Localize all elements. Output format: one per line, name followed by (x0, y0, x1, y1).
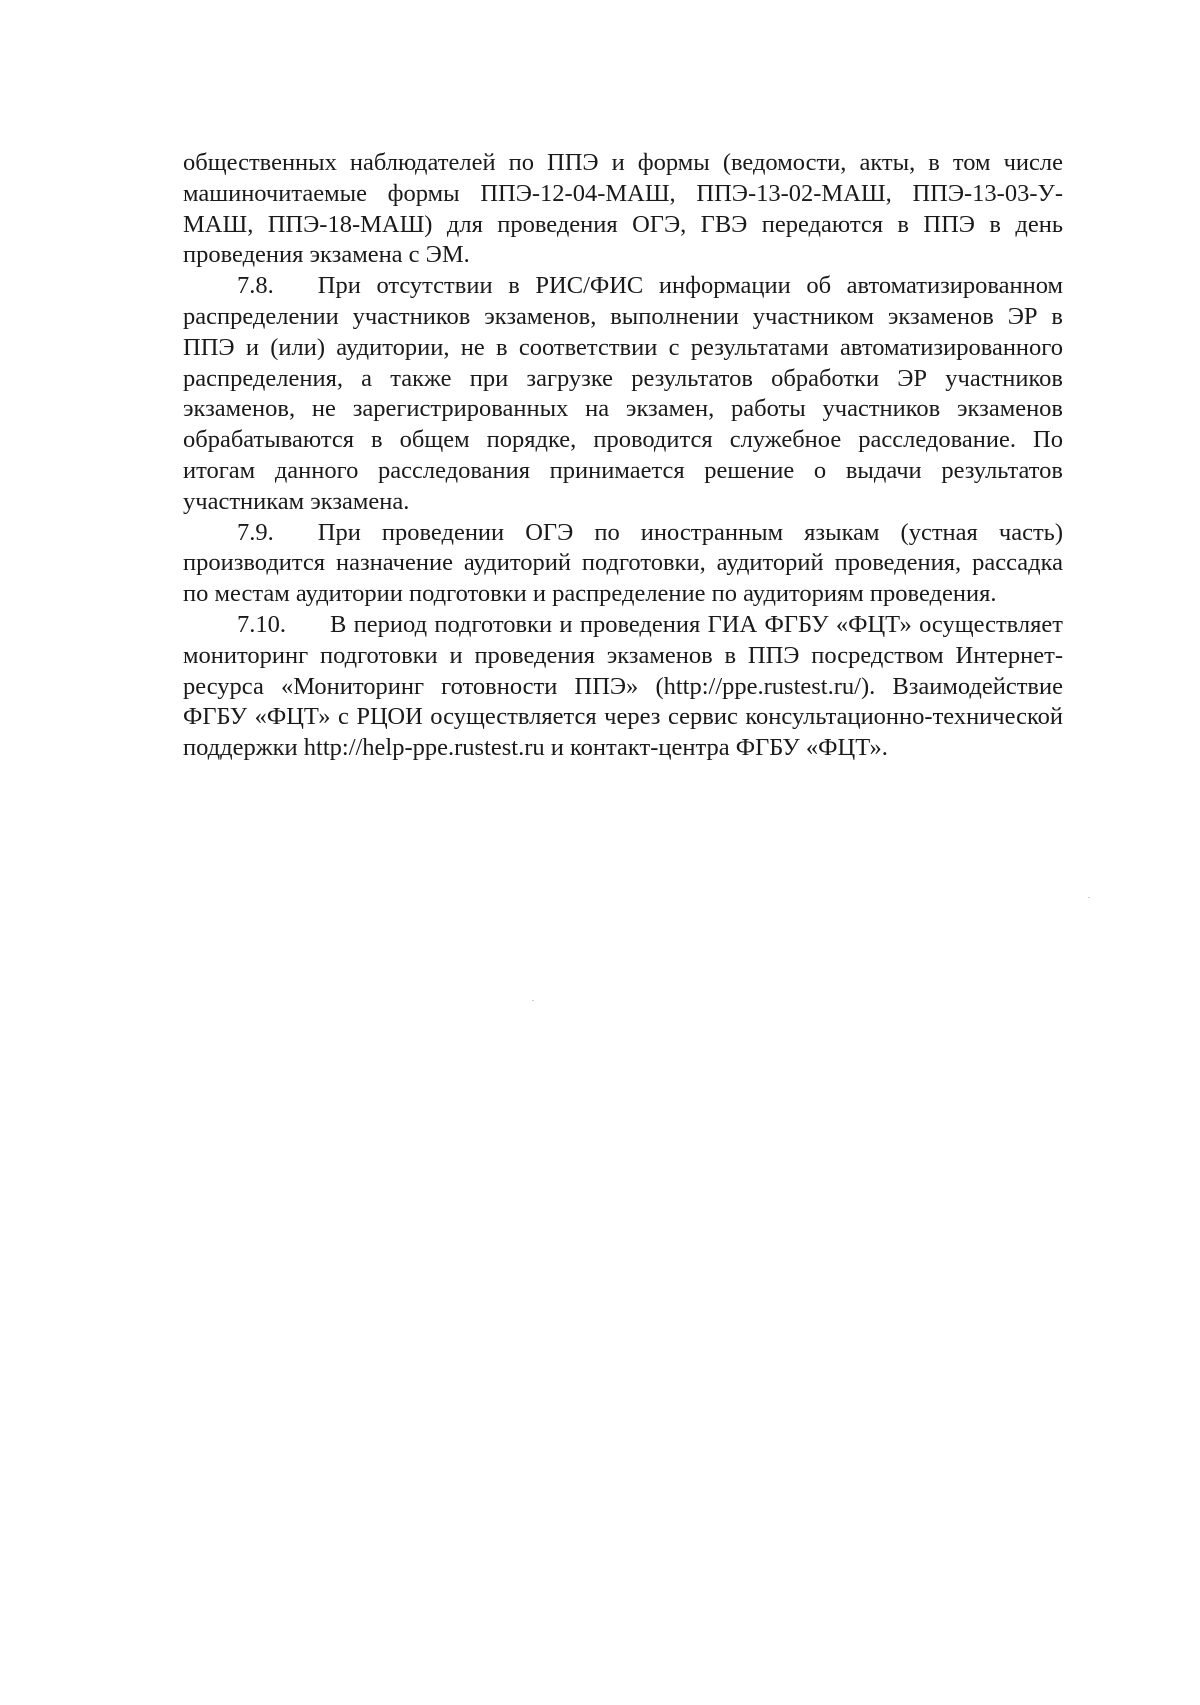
item-number: 7.9. (237, 518, 274, 546)
item-number: 7.10. (237, 610, 286, 638)
paragraph-7-10 (183, 610, 1063, 764)
paragraph-7-8 (183, 271, 1063, 517)
paragraph-text: В период подготовки и проведения ГИА ФГБУ «ФЦТ» осуществляет мониторинг подготовки и проведения экзаменов в ППЭ посредством Интернет-ресурса «Мониторинг готовности ППЭ» (http://ppe.rustest.ru/). Взаимодействие ФГБУ «ФЦТ» с РЦОИ осуществляется через сервис консультационно-технической поддержки http://help-ppe.rustest.ru и контакт-центра ФГБУ «ФЦТ». (183, 610, 1063, 762)
document-body (183, 148, 1063, 764)
scan-speck (1088, 897, 1090, 898)
paragraph-text: При проведении ОГЭ по иностранным языкам (устная часть) производится назначение аудиторий подготовки, аудиторий проведения, рассадка по местам аудитории подготовки и распределение по аудиториям проведения. (183, 518, 1063, 608)
item-number: 7.8. (237, 272, 274, 300)
paragraph-text: При отсутствии в РИС/ФИС информации об автоматизированном распределении участников экзаменов, выполнении участником экзаменов ЭР в ППЭ и (или) аудитории, не в соответствии с результатами автоматизированного распределения, а также при загрузке результатов обработки ЭР участников экзаменов, не зарегистрированных на экзамен, работы участников экзаменов обрабатываются в общем порядке, проводится служебное расследование. По итогам данного расследования принимается решение о выдачи результатов участникам экзамена. (183, 272, 1063, 515)
paragraph-continuation (183, 148, 1063, 271)
paragraph-7-9 (183, 518, 1063, 610)
paragraph-text: общественных наблюдателей по ППЭ и формы (ведомости, акты, в том числе машиночитаемые формы ППЭ-12-04-МАШ, ППЭ-13-02-МАШ, ППЭ-13-03-У-МАШ, ППЭ-18-МАШ) для проведения ОГЭ, ГВЭ передаются в ППЭ в день проведения экзамена с ЭМ. (183, 149, 1063, 269)
scan-speck (532, 1000, 534, 1001)
